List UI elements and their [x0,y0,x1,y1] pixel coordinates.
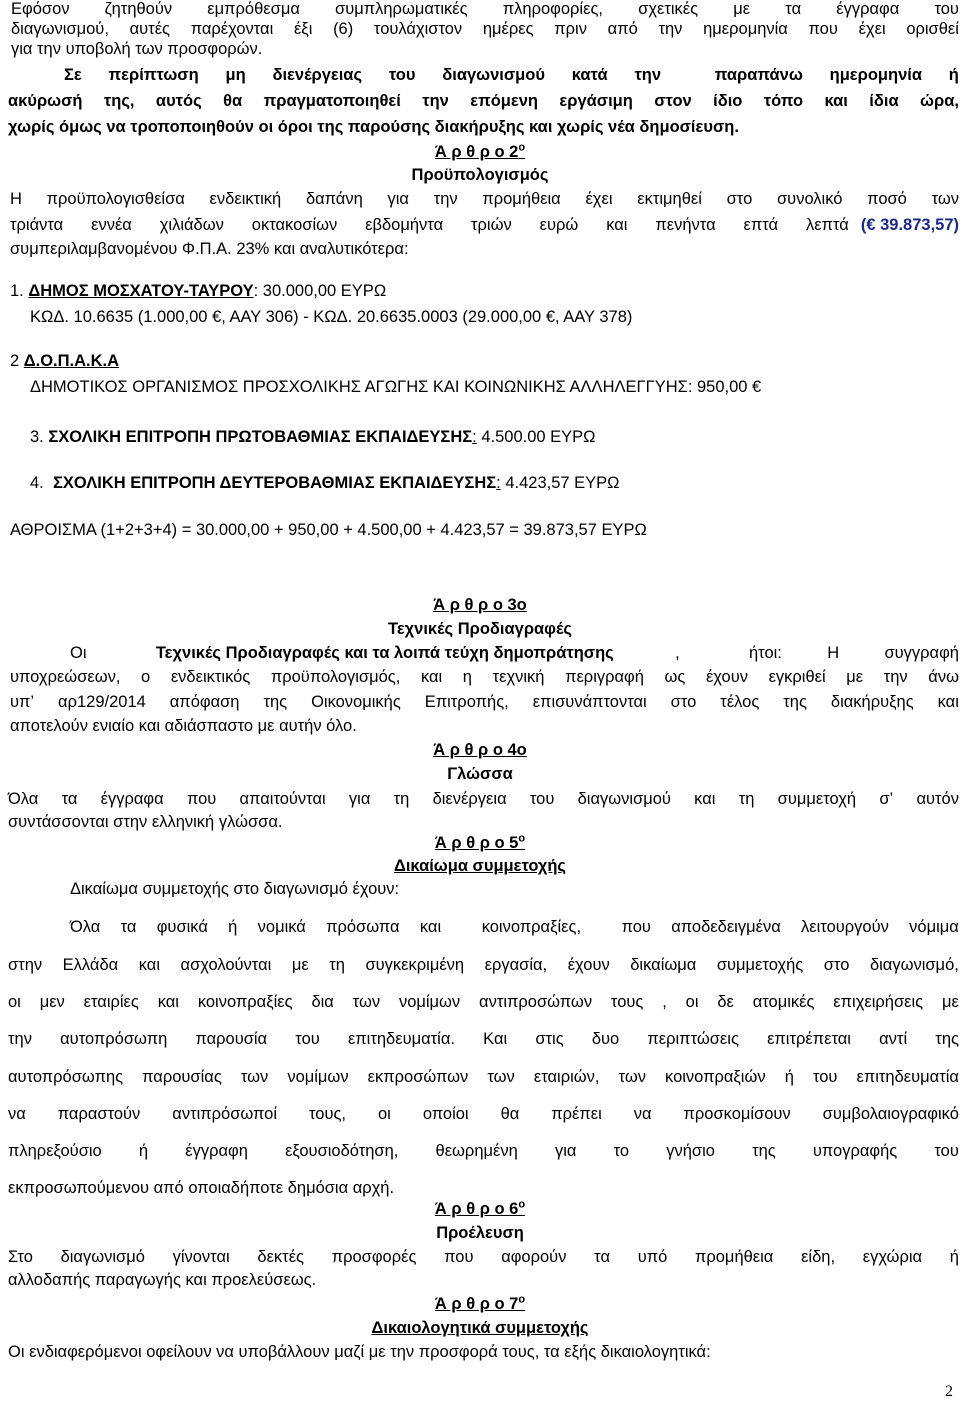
word: τέλος [720,693,760,711]
word: ως [664,668,686,686]
word: και [824,92,848,110]
word: με [846,668,864,686]
word: αρ129/2014 [58,693,146,711]
word: δυο [591,1030,620,1048]
intro-line-3: για την υποβολή των προσφορών. [11,40,263,58]
word: του [934,1142,959,1160]
word: διενέργεια [432,790,507,808]
article-2-line-3: συμπεριλαμβανομένου Φ.Π.Α. 23% και αναλυτικότερα: [10,240,409,258]
word: τα [120,918,137,936]
word: που [808,20,838,38]
word: εκτιμηθεί [637,190,702,208]
word: για [387,190,409,208]
article-3-line-2 [10,668,959,687]
word: με [941,993,959,1011]
word: διακήρυξης [830,693,914,711]
word: εννέα [91,216,132,234]
word: ημέρες [482,20,534,38]
word: ή [948,66,959,84]
word: Όλα [8,790,39,808]
word: και [157,993,179,1011]
article-5-intro: Δικαίωμα συμμετοχής στο διαγωνισμό έχουν: [70,880,400,898]
word: στο [670,693,697,711]
article-7-line-1: Οι ενδιαφερόμενοι οφείλουν να υποβάλλουν μαζί με την προσφορά τους, τα εξής δικαιολογητικά: [8,1343,711,1361]
word: ή [228,918,238,936]
word: κοινοπραξίες, [481,918,582,936]
word: και [138,956,160,974]
word: σχετικές [638,0,699,18]
word: εβδομήντα [365,216,444,234]
word: το [613,1142,630,1160]
word: τη [738,790,755,808]
word: προϋπολογισθείσα [46,190,185,208]
word: περιπτώσεις [647,1030,739,1048]
word: του [388,66,416,84]
word: τεχνική [492,668,545,686]
word: γίνονται [172,1248,230,1266]
word: δεκτές [257,1248,305,1266]
article-4-line-1 [8,790,959,809]
word: οι [685,993,699,1011]
word: οκτακοσίων [251,216,338,234]
word: εμπρόθεσμα [207,0,300,18]
word: ενδεικτική [209,190,282,208]
word: στο [726,190,753,208]
word: και [694,790,716,808]
intro-bold-line-3: χωρίς όμως να τροποποιηθούν οι όροι της παρούσης διακήρυξης και χωρίς νέα δημοσίευση. [8,118,739,136]
word: αυτός [155,92,202,110]
word: τα [785,0,802,18]
word: στο [823,956,850,974]
article-5-title: Δικαίωμα συμμετοχής [393,857,567,875]
word: επιτηδευματία. [347,1030,455,1048]
word: του [812,1068,838,1086]
word: του [295,1030,320,1048]
word: του [934,0,959,18]
word: έγγραφα [100,790,164,808]
word: εγχώρια [862,1248,923,1266]
word: την [634,66,662,84]
word: Η [10,190,22,208]
word: τους [610,993,644,1011]
word: υπογραφής [812,1142,898,1160]
intro-bold-line-2 [8,92,959,111]
article-5-line-5 [8,1068,959,1087]
word: νόμιμα [909,918,959,936]
article-5-line-3 [8,993,959,1012]
article-7-title: Δικαιολογητικά συμμετοχής [371,1319,589,1337]
article-2-line-1 [10,190,959,209]
word: εξουσιοδότηση, [285,1142,399,1160]
word: δαπάνη [305,190,363,208]
budget-item-1-codes: ΚΩΔ. 10.6635 (1.000,00 €, ΑΑΥ 306) - ΚΩΔ. 20.6635.0003 (29.000,00 €, ΑΑΥ 378) [30,308,633,326]
word: εταιριών, [533,1068,600,1086]
word: τριάντα [10,216,64,234]
word: της, [103,92,135,110]
word: παραπάνω [714,66,803,84]
word: επιτρέπεται [767,1030,851,1048]
word: Ελλάδα [62,956,119,974]
word: λειτουργούν [801,918,889,936]
article-2-heading: Ά ρ θ ρ ο $2^o$ [434,141,526,161]
budget-item-1: 1. ΔΗΜΟΣ ΜΟΣΧΑΤΟΥ-ΤΑΥΡΟΥ: 30.000,00 ΕΥΡΩ [10,282,387,300]
word: αυτοπρόσωπης [8,1068,124,1086]
word: ασχολούνται [180,956,272,974]
article-7-heading: Ά ρ θ ρ ο $7^o$ [434,1293,526,1313]
article-5-line-8: εκπροσωπούμενου από οποιαδήποτε δημόσια αρχή. [8,1179,395,1197]
word: της [263,693,288,711]
word: ποσό [867,190,907,208]
word: στον [654,92,692,110]
word: την [433,190,458,208]
budget-item-4: 4. ΣΧΟΛΙΚΗ ΕΠΙΤΡΟΠΗ ΔΕΥΤΕΡΟΒΑΘΜΙΑΣ ΕΚΠΑΙΔΕΥΣΗΣ: 4.423,57 ΕΥΡΩ [30,474,620,492]
word: ατομικές [752,993,815,1011]
word: οι [8,993,21,1011]
word: και [420,668,443,686]
word: ζητηθούν [104,0,173,18]
word: άνω [928,668,959,686]
budget-sum: ΑΘΡΟΙΣΜΑ (1+2+3+4) = 30.000,00 + 950,00 + 4.500,00 + 4.423,57 = 39.873,57 ΕΥΡΩ [10,521,647,539]
word: επιτηδευματία [856,1068,959,1086]
word: τα [61,790,78,808]
word: αποδεδειγμένα [671,918,781,936]
word: πραγματοποιηθεί [263,92,401,110]
article-5-line-2 [8,956,959,975]
word: αντιπροσώπων [479,993,593,1011]
article-5-heading: Ά ρ θ ρ ο $5^o$ [434,832,526,852]
word: συγκεκριμένη [365,956,465,974]
word: η [462,668,472,686]
word: αυτές [129,20,170,38]
word: τουλάχιστον [373,20,463,38]
word: αντί [879,1030,908,1048]
word: μεν [39,993,65,1011]
word: νομικά [257,918,306,936]
word: αντιπρόσωποί [172,1105,278,1123]
article-6-line-2: αλλοδαπής παραγωγής και προελεύσεως. [8,1271,317,1289]
article-4-title: Γλώσσα [447,765,513,783]
word: ενδεικτικός [170,668,251,686]
word: διαγωνισμού [577,790,671,808]
word: περίπτωση [108,66,199,84]
word: να [8,1105,26,1123]
word: των [352,993,381,1011]
word: εργάσιμη [559,92,633,110]
word: συμμετοχή [777,790,857,808]
word: έχουν [705,668,748,686]
word: τα [594,1248,610,1266]
article-3-line-3 [10,693,959,712]
word: Στο [8,1248,33,1266]
word: κοινοπραξίες [197,993,293,1011]
word: της [935,1030,959,1048]
word: ίδια [869,92,899,110]
word: για [554,1142,577,1160]
word: πληρεξούσιο [8,1142,102,1160]
word: ή [784,1068,794,1086]
word: αυτοπρόσωπη [60,1030,168,1048]
word: χιλιάδων [159,216,224,234]
word: απόφαση [169,693,240,711]
word: την [658,20,683,38]
article-6-title: Προέλευση [436,1224,524,1242]
word: ακύρωσή [8,92,83,110]
word: τριών [471,216,512,234]
word: Η [827,644,840,662]
word: Επιτροπής, [424,693,509,711]
word: νομίμων [287,1068,349,1086]
word: προϋπολογισμός, [270,668,401,686]
word: Οικονομικής [311,693,401,711]
word: παρουσίας [142,1068,222,1086]
word: να [633,1105,652,1123]
word: δια [311,993,334,1011]
word: στην [8,956,43,974]
euro-icon: € [752,378,762,396]
article-4-heading: Ά ρ θ ρ ο 4ο [433,741,527,759]
word: εκπροσώπων [367,1068,469,1086]
word: ίδιο [713,92,743,110]
word: λεπτά [806,216,849,234]
word: των [618,1068,646,1086]
word: επισυνάπτονται [532,693,647,711]
word: και [606,216,628,234]
word: θεωρημένη [435,1142,518,1160]
intro-line-1 [11,0,959,19]
word: εταιρίες [83,993,139,1011]
article-3-heading: Ά ρ θ ρ ο 3ο [433,596,527,614]
word: τη [329,956,345,974]
article-2-line-2: τριάντα εννέα χιλιάδων οκτακοσίων εβδομήντα τριών ευρώ και πενήντα επτά λεπτά (€ 39.873,57) [10,216,959,234]
word: νομίμων [398,993,461,1011]
word: συμπληρωματικές [335,0,468,18]
article-5-line-1 [70,918,959,937]
word: του [529,790,555,808]
article-6-line-1 [8,1248,959,1267]
word: που [621,918,651,936]
word: αφορούν [501,1248,567,1266]
word: συγγραφή [884,644,959,662]
word: Και [483,1030,508,1048]
word: την [422,92,449,110]
word: στις [535,1030,564,1048]
article-3-line-1: Οι Τεχνικές Προδιαγραφές και τα λοιπά τεύχη δημοπράτησης , ήτοι: Η συγγραφή [70,644,959,662]
word: συνολικό [776,190,843,208]
word: οι [378,1105,391,1123]
word: θα [223,92,243,110]
word: ορισθεί [906,20,959,38]
article-4-line-2: συντάσσονται στην ελληνική γλώσσα. [8,813,283,831]
word: έγγραφη [185,1142,248,1160]
word: παραστούν [57,1105,141,1123]
word: εργασία, [484,956,548,974]
word: των [931,190,959,208]
word: μη [225,66,246,84]
article-3-line-4: αποτελούν ενιαίο και αδιάσπαστο με αυτήν όλο. [10,717,357,735]
word: υπό [637,1248,668,1266]
word: είδη, [801,1248,836,1266]
word: διαγωνισμό, [869,956,959,974]
word: των [240,1068,269,1086]
word: ή [138,1142,149,1160]
word: έχει [858,20,886,38]
word: υπ’ [10,693,35,711]
word: , [662,993,667,1011]
word: Εφόσον [11,0,70,18]
article-3-title: Τεχνικές Προδιαγραφές [387,620,573,638]
word: αυτόν [916,790,959,808]
word: που [186,790,217,808]
word: διαγωνισμού, [11,20,109,38]
article-6-heading: Ά ρ θ ρ ο $6^o$ [434,1198,526,1218]
word: επτά [743,216,779,234]
word: της [783,693,807,711]
word: πενήντα [655,216,716,234]
word: ημερομηνία [829,66,922,84]
word: Σε [64,66,82,84]
euro-icon: € [541,308,555,326]
word: τόπο [763,92,804,110]
word: εγκριθεί [768,668,826,686]
word: των [487,1068,515,1086]
page-number: 2 [945,1383,953,1400]
word: Όλα [70,918,101,936]
word: κοινοπραξιών [665,1068,766,1086]
word: με [291,956,309,974]
word: δικαίωμα [630,956,697,974]
word: πληροφορίες, [502,0,603,18]
word: και [937,693,959,711]
word: με [733,0,751,18]
word: τους, [309,1105,347,1123]
word: πρόσωπα [326,918,400,936]
word: περιγραφή [565,668,644,686]
word: παρέχονται [190,20,274,38]
word: έγγραφα [836,0,900,18]
word: ώρα, [920,92,959,110]
word: απαιτούνται [239,790,326,808]
word: υποχρεώσεων, [10,668,121,686]
word: διαγωνισμού [442,66,545,84]
word: προσφορές [331,1248,417,1266]
word: γνήσιο [666,1142,715,1160]
word: σ’ [879,790,894,808]
word: οποίοι [422,1105,469,1123]
word: συμμετοχής [716,956,804,974]
word: δε [717,993,734,1011]
word: έξι [293,20,313,38]
word: προσκομίσουν [683,1105,791,1123]
article-2-title: Προϋπολογισμός [411,166,549,184]
article-5-line-4 [8,1030,959,1049]
budget-item-2: 2 Δ.Ο.Π.Α.Κ.Α [10,352,120,370]
word: πρέπει [551,1105,602,1123]
word: από [607,20,638,38]
intro-bold-line-1 [64,66,959,85]
word: τη [393,790,410,808]
word: ημερομηνία [703,20,788,38]
word: φυσικά [156,918,208,936]
euro-icon: € [207,308,222,326]
article-5-line-7 [8,1142,959,1161]
word: ήτοι: [748,644,782,662]
word: έχει [585,190,613,208]
word: ευρώ [539,216,579,234]
intro-line-2 [11,20,959,39]
word: την [883,668,908,686]
word: (6) [333,20,354,38]
word: επόμενη [470,92,538,110]
word: έχουν [567,956,610,974]
word: επιχειρήσεις [833,993,924,1011]
word: που [444,1248,474,1266]
word: για [348,790,371,808]
budget-item-3: 3. ΣΧΟΛΙΚΗ ΕΠΙΤΡΟΠΗ ΠΡΩΤΟΒΑΘΜΙΑΣ ΕΚΠΑΙΔΕΥΣΗΣ: 4.500.00 ΕΥΡΩ [30,428,596,446]
word: και [419,918,442,936]
word: κατά [571,66,608,84]
word: την [8,1030,32,1048]
word: θα [500,1105,520,1123]
word: διαγωνισμό [60,1248,145,1266]
article-5-line-6 [8,1105,959,1124]
word: διενέργειας [272,66,363,84]
word: ο [141,668,151,686]
word: προμήθεια [694,1248,774,1266]
word: παρουσία [195,1030,268,1048]
word: της [752,1142,776,1160]
word: συμβολαιογραφικό [822,1105,959,1123]
word: ή [949,1248,959,1266]
word: πριν [554,20,587,38]
budget-item-2-desc: ΔΗΜΟΤΙΚΟΣ ΟΡΓΑΝΙΣΜΟΣ ΠΡΟΣΧΟΛΙΚΗΣ ΑΓΩΓΗΣ ΚΑΙ ΚΟΙΝΩΝΙΚΗΣ ΑΛΛΗΛΕΓΓΥΗΣ: 950,00 € [30,378,762,396]
word: προμήθεια [482,190,561,208]
